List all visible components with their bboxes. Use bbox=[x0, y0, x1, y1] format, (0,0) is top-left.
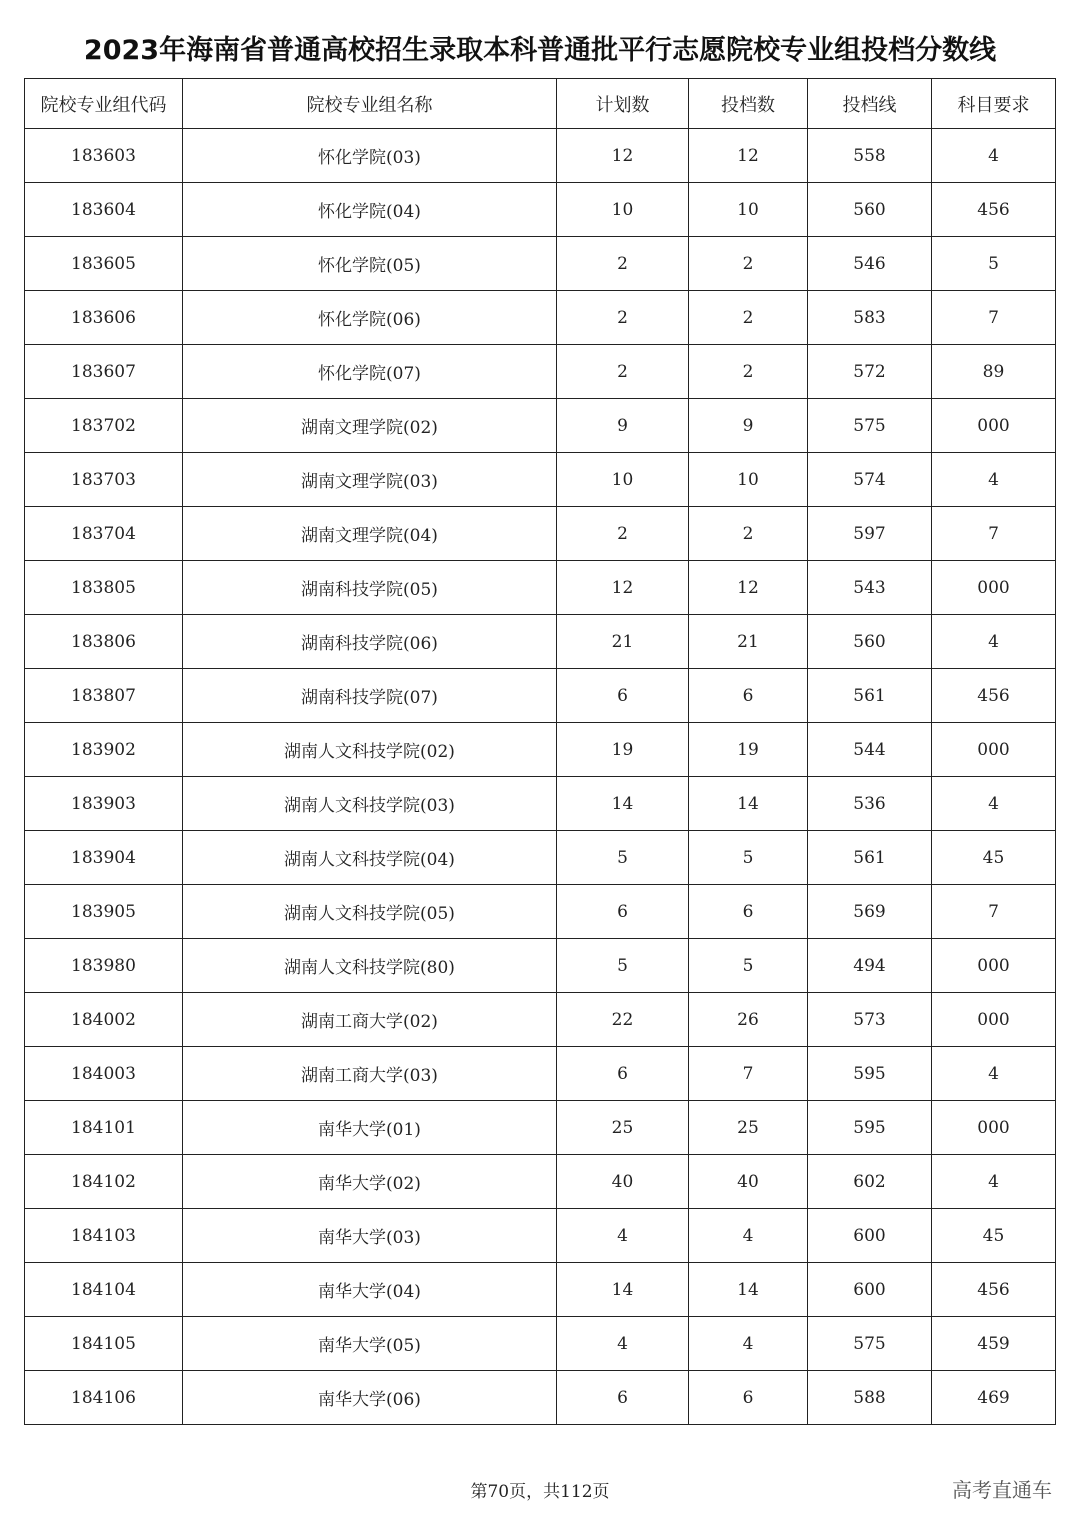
subject-req-cell: 7 bbox=[932, 885, 1056, 939]
group-name-cell: 湖南文理学院(04) bbox=[183, 507, 557, 561]
admit-count-cell: 2 bbox=[689, 291, 808, 345]
plan-count-cell: 12 bbox=[557, 561, 689, 615]
subject-req-cell: 469 bbox=[932, 1371, 1056, 1425]
subject-req-cell: 4 bbox=[932, 1155, 1056, 1209]
watermark-text: 高考直通车 bbox=[952, 1478, 1052, 1502]
plan-count-cell: 6 bbox=[557, 1047, 689, 1101]
table-body bbox=[25, 129, 1056, 1425]
cutoff-score-cell: 588 bbox=[808, 1371, 932, 1425]
table-row bbox=[25, 507, 1056, 561]
group-code-cell: 183807 bbox=[25, 669, 183, 723]
cutoff-score-cell: 572 bbox=[808, 345, 932, 399]
table-row bbox=[25, 561, 1056, 615]
plan-count-cell: 40 bbox=[557, 1155, 689, 1209]
plan-count-cell: 6 bbox=[557, 1371, 689, 1425]
group-code-cell: 184003 bbox=[25, 1047, 183, 1101]
admit-count-cell: 9 bbox=[689, 399, 808, 453]
group-code-cell: 183805 bbox=[25, 561, 183, 615]
table-row bbox=[25, 615, 1056, 669]
group-code-cell: 184103 bbox=[25, 1209, 183, 1263]
table-row bbox=[25, 1263, 1056, 1317]
admit-count-cell: 7 bbox=[689, 1047, 808, 1101]
plan-count-cell: 9 bbox=[557, 399, 689, 453]
admit-count-cell: 14 bbox=[689, 777, 808, 831]
group-name-cell: 怀化学院(03) bbox=[183, 129, 557, 183]
admit-count-cell: 26 bbox=[689, 993, 808, 1047]
table-row bbox=[25, 183, 1056, 237]
group-code-cell: 184102 bbox=[25, 1155, 183, 1209]
group-code-cell: 183905 bbox=[25, 885, 183, 939]
page-title: 2023年海南省普通高校招生录取本科普通批平行志愿院校专业组投档分数线 bbox=[83, 35, 997, 66]
table-row bbox=[25, 345, 1056, 399]
cutoff-score-cell: 575 bbox=[808, 399, 932, 453]
group-name-cell: 南华大学(05) bbox=[183, 1317, 557, 1371]
subject-req-cell: 45 bbox=[932, 831, 1056, 885]
subject-req-cell: 456 bbox=[932, 183, 1056, 237]
cutoff-score-cell: 573 bbox=[808, 993, 932, 1047]
score-table bbox=[24, 78, 1056, 1425]
subject-req-cell: 456 bbox=[932, 1263, 1056, 1317]
admit-count-cell: 40 bbox=[689, 1155, 808, 1209]
group-name-cell: 湖南文理学院(03) bbox=[183, 453, 557, 507]
group-name-cell: 湖南科技学院(06) bbox=[183, 615, 557, 669]
plan-count-cell: 14 bbox=[557, 777, 689, 831]
plan-count-cell: 5 bbox=[557, 939, 689, 993]
group-name-cell: 湖南人文科技学院(03) bbox=[183, 777, 557, 831]
subject-req-cell: 000 bbox=[932, 723, 1056, 777]
col-header-admit-count: 投档数 bbox=[689, 79, 808, 129]
plan-count-cell: 5 bbox=[557, 831, 689, 885]
plan-count-cell: 22 bbox=[557, 993, 689, 1047]
cutoff-score-cell: 560 bbox=[808, 183, 932, 237]
cutoff-score-cell: 561 bbox=[808, 669, 932, 723]
group-code-cell: 183904 bbox=[25, 831, 183, 885]
group-name-cell: 湖南人文科技学院(80) bbox=[183, 939, 557, 993]
plan-count-cell: 21 bbox=[557, 615, 689, 669]
cutoff-score-cell: 595 bbox=[808, 1101, 932, 1155]
table-row bbox=[25, 885, 1056, 939]
subject-req-cell: 45 bbox=[932, 1209, 1056, 1263]
group-code-cell: 183980 bbox=[25, 939, 183, 993]
admit-count-cell: 6 bbox=[689, 1371, 808, 1425]
admit-count-cell: 12 bbox=[689, 561, 808, 615]
cutoff-score-cell: 560 bbox=[808, 615, 932, 669]
group-name-cell: 南华大学(04) bbox=[183, 1263, 557, 1317]
table-row bbox=[25, 129, 1056, 183]
plan-count-cell: 4 bbox=[557, 1209, 689, 1263]
group-name-cell: 怀化学院(06) bbox=[183, 291, 557, 345]
group-name-cell: 怀化学院(04) bbox=[183, 183, 557, 237]
subject-req-cell: 7 bbox=[932, 291, 1056, 345]
subject-req-cell: 459 bbox=[932, 1317, 1056, 1371]
group-name-cell: 湖南工商大学(02) bbox=[183, 993, 557, 1047]
group-name-cell: 湖南人文科技学院(02) bbox=[183, 723, 557, 777]
subject-req-cell: 4 bbox=[932, 453, 1056, 507]
group-name-cell: 南华大学(01) bbox=[183, 1101, 557, 1155]
plan-count-cell: 6 bbox=[557, 885, 689, 939]
subject-req-cell: 89 bbox=[932, 345, 1056, 399]
admit-count-cell: 2 bbox=[689, 345, 808, 399]
page-number: 第70页，共112页 bbox=[470, 1482, 610, 1502]
table-row bbox=[25, 1317, 1056, 1371]
admit-count-cell: 10 bbox=[689, 183, 808, 237]
admit-count-cell: 25 bbox=[689, 1101, 808, 1155]
group-name-cell: 怀化学院(05) bbox=[183, 237, 557, 291]
plan-count-cell: 12 bbox=[557, 129, 689, 183]
admit-count-cell: 12 bbox=[689, 129, 808, 183]
plan-count-cell: 4 bbox=[557, 1317, 689, 1371]
subject-req-cell: 456 bbox=[932, 669, 1056, 723]
group-code-cell: 183902 bbox=[25, 723, 183, 777]
subject-req-cell: 000 bbox=[932, 1101, 1056, 1155]
plan-count-cell: 6 bbox=[557, 669, 689, 723]
cutoff-score-cell: 602 bbox=[808, 1155, 932, 1209]
admit-count-cell: 14 bbox=[689, 1263, 808, 1317]
admit-count-cell: 6 bbox=[689, 669, 808, 723]
cutoff-score-cell: 600 bbox=[808, 1263, 932, 1317]
cutoff-score-cell: 494 bbox=[808, 939, 932, 993]
table-row bbox=[25, 1047, 1056, 1101]
admit-count-cell: 21 bbox=[689, 615, 808, 669]
group-name-cell: 怀化学院(07) bbox=[183, 345, 557, 399]
admit-count-cell: 2 bbox=[689, 507, 808, 561]
subject-req-cell: 4 bbox=[932, 615, 1056, 669]
cutoff-score-cell: 597 bbox=[808, 507, 932, 561]
table-row bbox=[25, 831, 1056, 885]
admit-count-cell: 19 bbox=[689, 723, 808, 777]
group-code-cell: 184101 bbox=[25, 1101, 183, 1155]
group-code-cell: 183704 bbox=[25, 507, 183, 561]
table-row bbox=[25, 399, 1056, 453]
group-name-cell: 湖南文理学院(02) bbox=[183, 399, 557, 453]
plan-count-cell: 10 bbox=[557, 183, 689, 237]
cutoff-score-cell: 543 bbox=[808, 561, 932, 615]
table-row bbox=[25, 453, 1056, 507]
admit-count-cell: 5 bbox=[689, 939, 808, 993]
table-row bbox=[25, 669, 1056, 723]
plan-count-cell: 19 bbox=[557, 723, 689, 777]
group-name-cell: 南华大学(02) bbox=[183, 1155, 557, 1209]
subject-req-cell: 7 bbox=[932, 507, 1056, 561]
subject-req-cell: 4 bbox=[932, 777, 1056, 831]
group-code-cell: 183607 bbox=[25, 345, 183, 399]
cutoff-score-cell: 536 bbox=[808, 777, 932, 831]
plan-count-cell: 2 bbox=[557, 345, 689, 399]
group-code-cell: 183604 bbox=[25, 183, 183, 237]
cutoff-score-cell: 583 bbox=[808, 291, 932, 345]
plan-count-cell: 10 bbox=[557, 453, 689, 507]
cutoff-score-cell: 575 bbox=[808, 1317, 932, 1371]
admit-count-cell: 2 bbox=[689, 237, 808, 291]
admit-count-cell: 10 bbox=[689, 453, 808, 507]
table-row bbox=[25, 291, 1056, 345]
cutoff-score-cell: 561 bbox=[808, 831, 932, 885]
group-code-cell: 183806 bbox=[25, 615, 183, 669]
group-name-cell: 湖南人文科技学院(04) bbox=[183, 831, 557, 885]
plan-count-cell: 25 bbox=[557, 1101, 689, 1155]
group-code-cell: 183606 bbox=[25, 291, 183, 345]
col-header-subject-req: 科目要求 bbox=[932, 79, 1056, 129]
table-row bbox=[25, 723, 1056, 777]
plan-count-cell: 2 bbox=[557, 507, 689, 561]
plan-count-cell: 2 bbox=[557, 291, 689, 345]
cutoff-score-cell: 546 bbox=[808, 237, 932, 291]
plan-count-cell: 2 bbox=[557, 237, 689, 291]
group-name-cell: 南华大学(03) bbox=[183, 1209, 557, 1263]
subject-req-cell: 5 bbox=[932, 237, 1056, 291]
group-code-cell: 183702 bbox=[25, 399, 183, 453]
subject-req-cell: 000 bbox=[932, 993, 1056, 1047]
group-code-cell: 183703 bbox=[25, 453, 183, 507]
table-header-row bbox=[25, 79, 1056, 129]
group-name-cell: 湖南科技学院(05) bbox=[183, 561, 557, 615]
group-name-cell: 湖南人文科技学院(05) bbox=[183, 885, 557, 939]
col-header-group-code: 院校专业组代码 bbox=[25, 79, 183, 129]
cutoff-score-cell: 595 bbox=[808, 1047, 932, 1101]
cutoff-score-cell: 544 bbox=[808, 723, 932, 777]
table-row bbox=[25, 939, 1056, 993]
cutoff-score-cell: 574 bbox=[808, 453, 932, 507]
plan-count-cell: 14 bbox=[557, 1263, 689, 1317]
group-code-cell: 183903 bbox=[25, 777, 183, 831]
subject-req-cell: 4 bbox=[932, 1047, 1056, 1101]
col-header-cutoff-score: 投档线 bbox=[808, 79, 932, 129]
admit-count-cell: 4 bbox=[689, 1209, 808, 1263]
table-row bbox=[25, 1371, 1056, 1425]
subject-req-cell: 000 bbox=[932, 939, 1056, 993]
group-code-cell: 183605 bbox=[25, 237, 183, 291]
group-code-cell: 184104 bbox=[25, 1263, 183, 1317]
table-row bbox=[25, 777, 1056, 831]
group-code-cell: 184106 bbox=[25, 1371, 183, 1425]
table-row bbox=[25, 1101, 1056, 1155]
group-name-cell: 湖南科技学院(07) bbox=[183, 669, 557, 723]
table-row bbox=[25, 237, 1056, 291]
cutoff-score-cell: 569 bbox=[808, 885, 932, 939]
admit-count-cell: 6 bbox=[689, 885, 808, 939]
table-row bbox=[25, 993, 1056, 1047]
table-row bbox=[25, 1209, 1056, 1263]
group-name-cell: 南华大学(06) bbox=[183, 1371, 557, 1425]
admit-count-cell: 5 bbox=[689, 831, 808, 885]
admit-count-cell: 4 bbox=[689, 1317, 808, 1371]
cutoff-score-cell: 558 bbox=[808, 129, 932, 183]
group-code-cell: 184105 bbox=[25, 1317, 183, 1371]
subject-req-cell: 000 bbox=[932, 561, 1056, 615]
subject-req-cell: 4 bbox=[932, 129, 1056, 183]
group-code-cell: 184002 bbox=[25, 993, 183, 1047]
cutoff-score-cell: 600 bbox=[808, 1209, 932, 1263]
col-header-group-name: 院校专业组名称 bbox=[183, 79, 557, 129]
table-row bbox=[25, 1155, 1056, 1209]
group-code-cell: 183603 bbox=[25, 129, 183, 183]
col-header-plan-count: 计划数 bbox=[557, 79, 689, 129]
group-name-cell: 湖南工商大学(03) bbox=[183, 1047, 557, 1101]
subject-req-cell: 000 bbox=[932, 399, 1056, 453]
